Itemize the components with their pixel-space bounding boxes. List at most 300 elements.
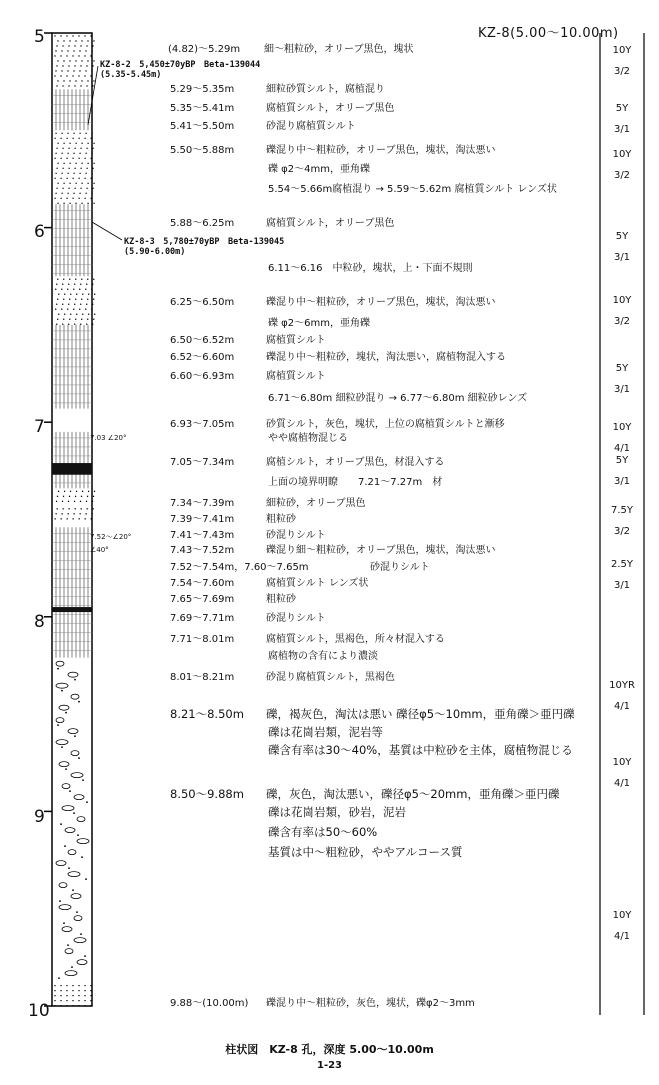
- sand-dot: [84, 990, 85, 991]
- sand-dot: [87, 496, 88, 497]
- sand-dot: [74, 168, 75, 169]
- sand-dot: [68, 148, 69, 149]
- sand-dot: [62, 324, 63, 325]
- munsell-hue: 10Y: [612, 910, 632, 921]
- sand-dot: [74, 735, 76, 737]
- layer-description: 礫含有率は50～60%: [268, 825, 378, 839]
- sand-dot: [78, 55, 79, 56]
- sand-dot: [64, 491, 65, 492]
- sand-dot: [60, 1000, 61, 1001]
- layer-depth-range: (4.82)～5.29m: [168, 44, 241, 55]
- sand-dot: [61, 50, 62, 51]
- sand-dot: [85, 153, 86, 154]
- munsell-hue: 2.5Y: [610, 559, 633, 570]
- sand-dot: [84, 35, 85, 36]
- sand-dot: [90, 518, 91, 519]
- sand-dot: [69, 183, 70, 184]
- sand-dot: [64, 294, 65, 295]
- sand-dot: [63, 496, 64, 497]
- sand-dot: [61, 173, 62, 174]
- sand-dot: [85, 50, 86, 51]
- layer-description: 腐植質シルト: [266, 371, 326, 382]
- sand-dot: [75, 279, 76, 280]
- sand-dot: [87, 163, 88, 164]
- layer-entry: [268, 846, 462, 858]
- layer-entry: [268, 318, 370, 330]
- sand-dot: [69, 80, 70, 81]
- sand-dot: [54, 55, 55, 56]
- sand-dot: [75, 163, 76, 164]
- sand-dot: [63, 299, 64, 300]
- sand-dot: [69, 40, 70, 41]
- sand-dot: [93, 143, 94, 144]
- sand-dot: [55, 289, 56, 290]
- layer-entry: [268, 433, 348, 445]
- sand-dot: [80, 188, 81, 189]
- sand-dot: [62, 508, 63, 509]
- sand-dot: [84, 138, 85, 139]
- sand-dot: [72, 995, 73, 996]
- sand-dot: [81, 143, 82, 144]
- sand-dot: [54, 35, 55, 36]
- sand-dot: [55, 193, 56, 194]
- layer-entry: [170, 998, 475, 1010]
- sand-dot: [67, 50, 68, 51]
- sand-dot: [90, 75, 91, 76]
- sand-dot: [79, 309, 80, 310]
- layer-description: 礫混り細～粗粒砂，オリーブ黒色，塊状，淘汰悪い: [266, 545, 496, 556]
- sand-dot: [87, 40, 88, 41]
- layer-description: 礫，灰色，淘汰悪い，礫径φ5～20mm，亜角礫＞亜円礫: [266, 787, 560, 801]
- sand-dot: [81, 163, 82, 164]
- sand-dot: [75, 299, 76, 300]
- sand-dot: [67, 944, 69, 946]
- sand-dot: [55, 70, 56, 71]
- sand-dot: [68, 168, 69, 169]
- layer-entry: [170, 457, 444, 469]
- sand-dot: [92, 85, 93, 86]
- sand-dot: [56, 148, 57, 149]
- sand-dot: [78, 1000, 79, 1001]
- column-frame: [52, 33, 92, 1006]
- sand-dot: [61, 690, 63, 692]
- sand-dot: [56, 304, 57, 305]
- munsell-color: [603, 554, 641, 596]
- sand-dot: [87, 80, 88, 81]
- sand-dot: [57, 60, 58, 61]
- layer-depth-range: 8.01～8.21m: [170, 672, 235, 683]
- layer-description: 礫混り中～粗粒砂，灰色，塊状，礫φ2～3mm: [266, 998, 475, 1009]
- sand-dot: [80, 324, 81, 325]
- sand-dot: [81, 60, 82, 61]
- munsell-value-chroma: 3/1: [613, 252, 631, 263]
- sand-dot: [93, 319, 94, 320]
- sand-dot: [69, 163, 70, 164]
- munsell-hue: 10Y: [612, 295, 632, 306]
- sand-dot: [69, 143, 70, 144]
- sand-dot: [76, 911, 78, 913]
- sample-label-1: [100, 60, 260, 80]
- sand-dot: [68, 867, 70, 869]
- sand-dot: [62, 304, 63, 305]
- munsell-value-chroma: 4/1: [613, 778, 631, 789]
- layer-entry: [170, 335, 326, 347]
- sand-dot: [72, 55, 73, 56]
- layer-description: 細粒砂，オリーブ黒色: [266, 498, 366, 509]
- sand-dot: [62, 65, 63, 66]
- sand-dot: [73, 513, 74, 514]
- sand-dot: [86, 168, 87, 169]
- sand-dot: [63, 80, 64, 81]
- layer-entry: [168, 44, 414, 56]
- layer-entry: [170, 84, 385, 96]
- sand-dot: [91, 289, 92, 290]
- layer-entry: [170, 562, 430, 574]
- layer-entry: [170, 634, 445, 646]
- layer-entry: [170, 145, 496, 157]
- sand-dot: [93, 40, 94, 41]
- sand-dot: [92, 324, 93, 325]
- sand-dot: [74, 65, 75, 66]
- sand-dot: [56, 65, 57, 66]
- sand-dot: [85, 193, 86, 194]
- sand-dot: [73, 173, 74, 174]
- sand-dot: [62, 188, 63, 189]
- sand-dot: [63, 40, 64, 41]
- sand-dot: [73, 153, 74, 154]
- sand-dot: [54, 138, 55, 139]
- sand-dot: [93, 80, 94, 81]
- sand-dot: [72, 1000, 73, 1001]
- sand-dot: [85, 513, 86, 514]
- sand-dot: [66, 158, 67, 159]
- sand-dot: [87, 319, 88, 320]
- layer-description: 細粒砂質シルト，腐植混り: [266, 84, 385, 95]
- layer-entry: [170, 613, 326, 625]
- sand-dot: [68, 324, 69, 325]
- sand-dot: [69, 496, 70, 497]
- sand-dot: [78, 178, 79, 179]
- sand-dot: [60, 985, 61, 986]
- sand-dot: [61, 309, 62, 310]
- sand-dot: [74, 501, 75, 502]
- munsell-hue: 5Y: [615, 363, 629, 374]
- figure-caption: 柱状図 KZ-8 孔，深度 5.00～10.00m: [225, 1043, 434, 1056]
- layer-entry: [170, 578, 368, 590]
- sand-dot: [92, 501, 93, 502]
- sample-pointer: [92, 222, 122, 240]
- sand-dot: [93, 60, 94, 61]
- layer-entry: [170, 498, 366, 510]
- sand-dot: [91, 133, 92, 134]
- layer-depth-range: 6.52～6.60m: [170, 352, 235, 363]
- sand-dot: [92, 148, 93, 149]
- sand-dot: [84, 158, 85, 159]
- munsell-hue: 10Y: [612, 45, 632, 56]
- sand-dot: [80, 501, 81, 502]
- sample-depth-line: (5.90-6.00m): [124, 247, 186, 257]
- sand-dot: [78, 35, 79, 36]
- sand-dot: [80, 933, 82, 935]
- sand-dot: [65, 712, 67, 714]
- layer-entry: [268, 393, 527, 405]
- sand-dot: [57, 724, 59, 726]
- sample-id-line: KZ-8-2 5,450±70yBP Beta-139044: [100, 60, 261, 70]
- sand-dot: [66, 995, 67, 996]
- sand-dot: [71, 966, 73, 968]
- layer-description: 腐植質シルト，オリーブ黒色: [266, 218, 395, 229]
- sand-dot: [81, 80, 82, 81]
- sand-dot: [74, 45, 75, 46]
- sand-dot: [74, 679, 76, 681]
- sand-dot: [62, 284, 63, 285]
- sand-dot: [66, 35, 67, 36]
- sand-dot: [67, 70, 68, 71]
- sand-dot: [78, 995, 79, 996]
- layer-entry: [170, 121, 356, 133]
- sand-dot: [75, 496, 76, 497]
- sand-dot: [79, 173, 80, 174]
- sand-dot: [60, 75, 61, 76]
- layer-depth-range: 7.41～7.43m: [170, 530, 235, 541]
- sand-dot: [54, 1005, 55, 1006]
- sand-dot: [54, 178, 55, 179]
- sand-dot: [60, 35, 61, 36]
- sand-dot: [54, 198, 55, 199]
- sand-dot: [66, 138, 67, 139]
- sand-dot: [67, 153, 68, 154]
- sand-dot: [73, 70, 74, 71]
- layer-description: 腐植質シルト レンズ状: [266, 578, 369, 589]
- sand-dot: [66, 1000, 67, 1001]
- sand-dot: [72, 138, 73, 139]
- layer-depth-range: 7.54～7.60m: [170, 578, 235, 589]
- sand-dot: [86, 65, 87, 66]
- sand-dot: [75, 183, 76, 184]
- layer-description: 礫，褐灰色，淘汰は悪い 礫径φ5～10mm，亜角礫＞亜円礫: [266, 707, 575, 721]
- sand-dot: [92, 284, 93, 285]
- layer-description: 腐植物の含有により濃淡: [268, 651, 378, 662]
- dip-note: 7.03 ∠20°: [90, 434, 127, 442]
- layer-depth-range: 7.52～7.54m，7.60～7.65m: [170, 562, 309, 573]
- sand-dot: [78, 518, 79, 519]
- layer-depth-range: 5.29～5.35m: [170, 84, 235, 95]
- sand-dot: [81, 203, 82, 204]
- sand-dot: [73, 289, 74, 290]
- layer-description: 5.54～5.66m腐植混り → 5.59～5.62m 腐植質シルト レンズ状: [268, 184, 557, 195]
- layer-entry: [170, 352, 506, 364]
- layer-description: 礫は花崗岩類，泥岩等: [268, 725, 383, 739]
- layer-description: 腐植質シルト: [266, 335, 326, 346]
- sand-dot: [73, 50, 74, 51]
- sand-dot: [66, 198, 67, 199]
- sand-dot: [90, 990, 91, 991]
- sand-dot: [63, 319, 64, 320]
- sand-dot: [55, 50, 56, 51]
- sand-dot: [92, 188, 93, 189]
- sand-dot: [72, 198, 73, 199]
- sand-dot: [90, 1000, 91, 1001]
- layer-description: 基質は中～粗粒砂，ややアルコース質: [268, 845, 463, 859]
- sand-dot: [72, 178, 73, 179]
- sand-dot: [57, 668, 59, 670]
- depth-label: 6: [34, 222, 45, 242]
- sand-dot: [54, 75, 55, 76]
- sand-dot: [62, 148, 63, 149]
- sand-dot: [55, 309, 56, 310]
- sand-dot: [85, 133, 86, 134]
- sand-dot: [61, 746, 63, 748]
- sand-dot: [87, 60, 88, 61]
- layer-depth-range: 7.71～8.01m: [170, 634, 235, 645]
- layer-description: 砂質シルト，灰色，塊状，上位の腐植質シルトと漸移: [266, 419, 505, 430]
- sand-dot: [60, 55, 61, 56]
- sand-dot: [60, 1005, 61, 1006]
- layer-depth-range: 9.88～(10.00m): [170, 998, 249, 1009]
- layer-depth-range: 5.41～5.50m: [170, 121, 235, 132]
- layer-depth-range: 7.39～7.41m: [170, 514, 235, 525]
- layer-entry: [268, 164, 370, 176]
- sand-dot: [60, 995, 61, 996]
- sand-dot: [78, 701, 80, 703]
- sand-dot: [85, 289, 86, 290]
- sand-dot: [84, 955, 86, 957]
- sand-dot: [87, 299, 88, 300]
- sand-dot: [74, 188, 75, 189]
- sand-dot: [69, 299, 70, 300]
- sand-dot: [60, 823, 62, 825]
- sand-dot: [61, 193, 62, 194]
- sand-dot: [81, 496, 82, 497]
- sand-dot: [61, 153, 62, 154]
- sand-dot: [78, 75, 79, 76]
- munsell-hue: 5Y: [615, 231, 629, 242]
- sand-dot: [63, 60, 64, 61]
- sand-dot: [68, 501, 69, 502]
- munsell-value-chroma: 3/2: [613, 66, 631, 77]
- sand-dot: [78, 1005, 79, 1006]
- sand-dot: [94, 491, 95, 492]
- sand-dot: [90, 985, 91, 986]
- sand-dot: [92, 65, 93, 66]
- sand-dot: [67, 133, 68, 134]
- layer-description: 腐植シルト，オリーブ黒色，材混入する: [266, 457, 445, 468]
- sand-dot: [86, 85, 87, 86]
- layer-description: 礫混り中～粗粒砂，塊状，淘汰悪い，腐植物混入する: [266, 352, 506, 363]
- sand-dot: [74, 284, 75, 285]
- sand-dot: [91, 309, 92, 310]
- sand-dot: [54, 985, 55, 986]
- sand-dot: [78, 158, 79, 159]
- munsell-hue: 10Y: [612, 422, 632, 433]
- sand-dot: [57, 299, 58, 300]
- sand-dot: [78, 985, 79, 986]
- sand-dot: [63, 183, 64, 184]
- sand-dot: [77, 834, 79, 836]
- munsell-hue: 5Y: [615, 455, 629, 466]
- sand-dot: [79, 70, 80, 71]
- sand-dot: [61, 70, 62, 71]
- sand-dot: [57, 143, 58, 144]
- sand-dot: [76, 314, 77, 315]
- munsell-value-chroma: 3/1: [613, 476, 631, 487]
- sand-dot: [60, 990, 61, 991]
- layer-depth-range: 6.25～6.50m: [170, 297, 235, 308]
- layer-entry: [268, 263, 473, 275]
- sand-dot: [87, 279, 88, 280]
- munsell-color: [603, 675, 641, 717]
- sand-dot: [57, 319, 58, 320]
- sand-dot: [60, 518, 61, 519]
- munsell-hue: 10Y: [612, 757, 632, 768]
- layer-description: 砂混り腐植質シルト，黒褐色: [266, 672, 395, 683]
- sand-dot: [66, 1005, 67, 1006]
- sand-dot: [86, 188, 87, 189]
- sand-dot: [92, 508, 93, 509]
- sand-dot: [92, 45, 93, 46]
- sand-dot: [81, 856, 83, 858]
- sand-dot: [72, 35, 73, 36]
- sand-dot: [73, 812, 75, 814]
- munsell-value-chroma: 3/2: [613, 526, 631, 537]
- sand-dot: [86, 304, 87, 305]
- sand-dot: [61, 289, 62, 290]
- layer-depth-range: 7.34～7.39m: [170, 498, 235, 509]
- sand-dot: [54, 1000, 55, 1001]
- munsell-color: [603, 358, 641, 400]
- layer-entry: [268, 744, 573, 756]
- sand-dot: [94, 294, 95, 295]
- sand-dot: [61, 133, 62, 134]
- layer-depth-range: 8.50～9.88m: [170, 787, 244, 801]
- sand-dot: [74, 324, 75, 325]
- layer-description: 6.71～6.80m 細粒砂混り → 6.77～6.80m 細粒砂レンズ: [268, 393, 528, 404]
- sand-dot: [72, 518, 73, 519]
- sand-dot: [86, 148, 87, 149]
- sand-dot: [68, 508, 69, 509]
- sand-dot: [85, 70, 86, 71]
- munsell-hue: 10YR: [609, 680, 635, 691]
- sand-dot: [55, 133, 56, 134]
- sand-dot: [78, 757, 80, 759]
- sand-dot: [63, 143, 64, 144]
- sand-dot: [80, 65, 81, 66]
- sand-dot: [57, 80, 58, 81]
- sand-dot: [87, 183, 88, 184]
- sand-dot: [56, 501, 57, 502]
- sand-dot: [75, 60, 76, 61]
- sand-dot: [85, 173, 86, 174]
- layer-description: やや腐植物混じる: [268, 433, 348, 444]
- layer-entry: [170, 788, 559, 800]
- layer-description: 粗粒砂: [266, 594, 296, 605]
- munsell-color: [603, 752, 641, 794]
- sand-dot: [64, 314, 65, 315]
- sand-dot: [70, 491, 71, 492]
- layer-description: 細～粗粒砂，オリーブ黒色，塊状: [264, 44, 414, 55]
- layer-description: 上面の境界明瞭 7.21～7.27m 材: [268, 477, 443, 488]
- sand-dot: [84, 178, 85, 179]
- sand-dot: [84, 55, 85, 56]
- depth-label: 9: [34, 807, 45, 827]
- sand-dot: [70, 294, 71, 295]
- sand-dot: [84, 1000, 85, 1001]
- sand-dot: [60, 178, 61, 179]
- layer-entry: [170, 594, 296, 606]
- sand-dot: [66, 985, 67, 986]
- sand-dot: [72, 1005, 73, 1006]
- sand-dot: [80, 508, 81, 509]
